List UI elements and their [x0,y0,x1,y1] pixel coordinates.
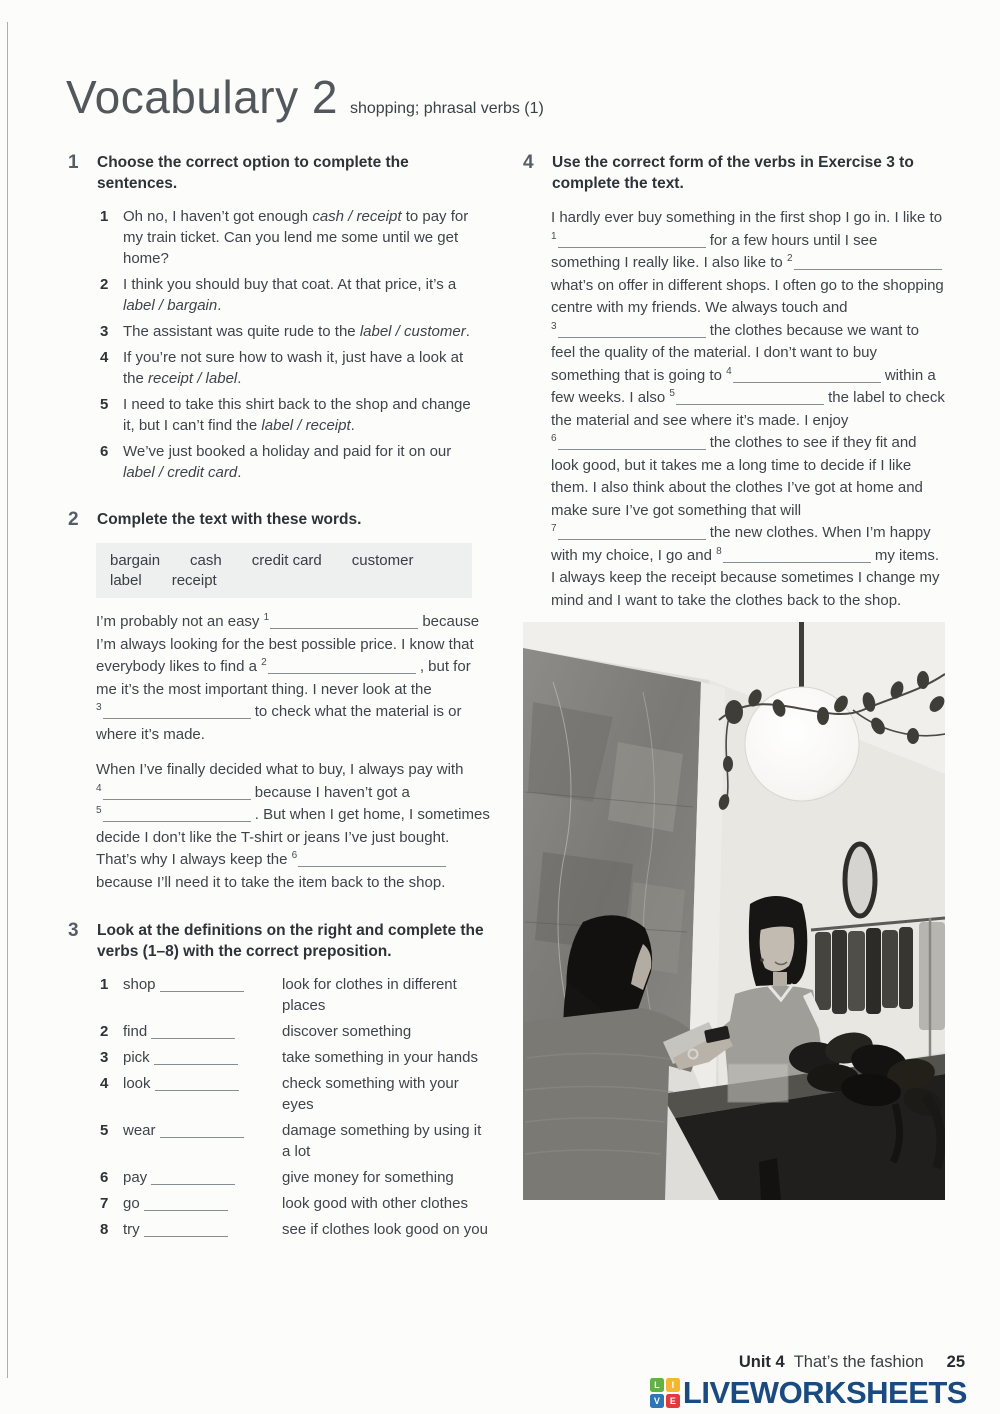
verb-with-blank: pick [123,1047,282,1068]
exercise-1 [68,152,502,483]
exercise3-items [100,974,502,1240]
page-footer [650,1353,967,1411]
right-column [523,152,947,638]
item-number: 5 [100,1122,109,1139]
answer-blank[interactable] [144,1221,228,1238]
exercise3-item [100,1047,502,1068]
verb-with-blank: look [123,1073,282,1115]
word-bank-word: customer [351,552,414,569]
answer-blank[interactable]: 6 [551,434,706,451]
item-number: 7 [100,1195,109,1212]
answer-blank[interactable]: 2 [261,658,416,675]
verb-with-blank: try [123,1219,282,1240]
exercise1-item [100,321,502,342]
definition-text: see if clothes look good on you [282,1221,488,1238]
verb-with-blank: wear [123,1120,282,1162]
definition-text: give money for something [282,1169,454,1186]
exercise-number: 1 [68,152,79,173]
word-bank-word: cash [190,552,222,569]
page-header [66,70,544,124]
exercise3-heading [68,920,502,962]
logo-square-e: E [666,1394,680,1408]
exercise-number: 2 [68,509,79,530]
exercise-4 [523,152,947,612]
left-column [68,152,502,1266]
item-text: If you’re not sure how to wash it, just have a look at the receipt / label. [123,349,464,387]
exercise3-item [100,1120,502,1162]
logo-square-l: L [650,1378,664,1392]
page-subtitle: shopping; phrasal verbs (1) [349,100,544,117]
verb-with-blank: shop [123,974,282,1016]
exercise3-item [100,1073,502,1115]
exercise1-items [68,206,502,483]
item-number: 1 [100,976,109,993]
word-bank [96,543,472,598]
item-number: 2 [100,1023,109,1040]
exercise-instruction: Look at the definitions on the right and complete the verbs (1–8) with the correct preposition. [97,922,484,960]
answer-blank[interactable]: 3 [96,703,251,720]
exercise1-item [100,347,502,389]
item-number: 6 [100,1169,109,1186]
hanging-coat [919,922,945,1030]
exercise3-item [100,1167,502,1188]
answer-blank[interactable]: 4 [726,367,881,384]
verb-with-blank: pay [123,1167,282,1188]
answer-blank[interactable]: 5 [96,806,251,823]
item-number: 1 [100,208,109,225]
oval-mirror [845,844,875,916]
liveworksheets-logo [650,1375,967,1411]
unit-reference [650,1353,965,1372]
exercise-2 [68,509,502,894]
answer-blank[interactable]: 1 [264,613,419,630]
answer-blank[interactable]: 1 [551,232,706,249]
logo-wordmark: LIVEWORKSHEETS [682,1375,967,1410]
answer-blank[interactable] [160,1122,244,1139]
definition-text: take something in your hands [282,1049,478,1066]
lamp-rod [799,622,804,690]
logo-squares-icon [650,1378,680,1408]
unit-label: Unit 4 [738,1353,785,1371]
exercise4-heading [523,152,947,194]
definition-text: look for clothes in different places [282,976,457,1014]
item-text: The assistant was quite rude to the label / customer. [123,323,470,340]
answer-blank[interactable] [155,1075,239,1092]
exercise4-paragraph: I hardly ever buy something in the first shop I go in. I like to $^1$ for a few hours until I see something I really like. I also like to $^2$ what’s on offer in different shops. I often go to the shopping centre with my friends. We always touch and $^3$ the clothes because we want to feel the quality of the material. I don’t want to buy something that is going to $^4$ within a few weeks. I also $^5$ the label to check the material and see where it’s made. I enjoy $^6$ the clothes to see if they fit and look good, but it takes me a long time to decide if I like them. I also think about the clothes I’ve got at home and make sure I’ve got something that will $^7$ the new clothes. When I’m happy with my choice, I go and $^8$ my items. I always keep the receipt because sometimes I change my mind and I want to take the clothes back to the shop. [551,209,945,609]
item-number: 5 [100,396,109,413]
item-text: I need to take this shirt back to the shop and change it, but I can’t find the label / receipt. [123,396,471,434]
answer-blank[interactable]: 3 [551,322,706,339]
answer-blank[interactable]: 2 [787,254,942,271]
exercise3-item [100,974,502,1016]
shop-checkout-photo [523,622,945,1200]
exercise3-item [100,1219,502,1240]
answer-blank[interactable]: 6 [292,851,447,868]
exercise2-paragraph: When I’ve finally decided what to buy, I always pay with $^4$ because I haven’t got a $^5$ . But when I get home, I sometimes decide I don’t like the T-shirt or jeans I’ve just bought. That’s why I always keep the $^6$ because I’ll need it to take the item back to the shop. [96,761,490,891]
exercise3-item [100,1021,502,1042]
unit-title: That’s the fashion [793,1353,924,1371]
item-number: 4 [100,349,109,366]
answer-blank[interactable]: 8 [716,547,871,564]
exercise-number: 3 [68,920,79,941]
exercise1-item [100,274,502,316]
exercise1-item [100,206,502,269]
word-bank-word: label [110,572,142,589]
logo-square-i: I [666,1378,680,1392]
word-bank-word: credit card [251,552,322,569]
page-number: 25 [946,1353,965,1371]
item-text: I think you should buy that coat. At that price, it’s a label / bargain. [123,276,457,314]
definition-text: discover something [282,1023,412,1040]
item-number: 6 [100,443,109,460]
answer-blank[interactable] [151,1169,235,1186]
exercise1-item [100,394,502,436]
exercise2-text [96,611,502,894]
item-number: 3 [100,1049,109,1066]
page-title: Vocabulary 2 [66,71,338,123]
definition-text: check something with your eyes [282,1075,459,1113]
item-number: 8 [100,1221,109,1238]
exercise-instruction: Use the correct form of the verbs in Exercise 3 to complete the text. [552,154,914,192]
answer-blank[interactable] [151,1023,235,1040]
display-case [728,1064,788,1102]
answer-blank[interactable] [160,976,244,993]
verb-with-blank: find [123,1021,282,1042]
exercise2-heading [68,509,502,531]
word-bank-word: bargain [110,552,161,569]
exercise-instruction: Complete the text with these words. [97,511,362,528]
word-bank-word: receipt [171,572,217,589]
answer-blank[interactable] [144,1195,228,1212]
item-text: Oh no, I haven’t got enough cash / receipt to pay for my train ticket. Can you lend me some until we get home? [123,208,469,267]
logo-square-v: V [650,1394,664,1408]
exercise2-paragraph: I’m probably not an easy $^1$ because I’m always looking for the best possible price. I know that everybody likes to find a $^2$ , but for me it’s the most important thing. I never look at the $^3$ to check what the material is or where it’s made. [96,612,480,743]
exercise3-item [100,1193,502,1214]
definition-text: damage something by using it a lot [282,1122,482,1160]
exercise1-heading [68,152,502,194]
item-number: 3 [100,323,109,340]
exercise-instruction: Choose the correct option to complete the sentences. [97,154,409,192]
answer-blank[interactable]: 4 [96,784,251,801]
exercise-3 [68,920,502,1240]
exercise-number: 4 [523,152,534,173]
page-edge-line [7,22,8,1378]
verb-with-blank: go [123,1193,282,1214]
exercise1-item [100,441,502,483]
item-number: 2 [100,276,109,293]
item-number: 4 [100,1075,109,1092]
item-text: We’ve just booked a holiday and paid for it on our label / credit card. [123,443,452,481]
definition-text: look good with other clothes [282,1195,468,1212]
answer-blank[interactable] [154,1049,238,1066]
answer-blank[interactable]: 7 [551,524,706,541]
exercise4-text [551,207,947,612]
answer-blank[interactable]: 5 [669,389,824,406]
